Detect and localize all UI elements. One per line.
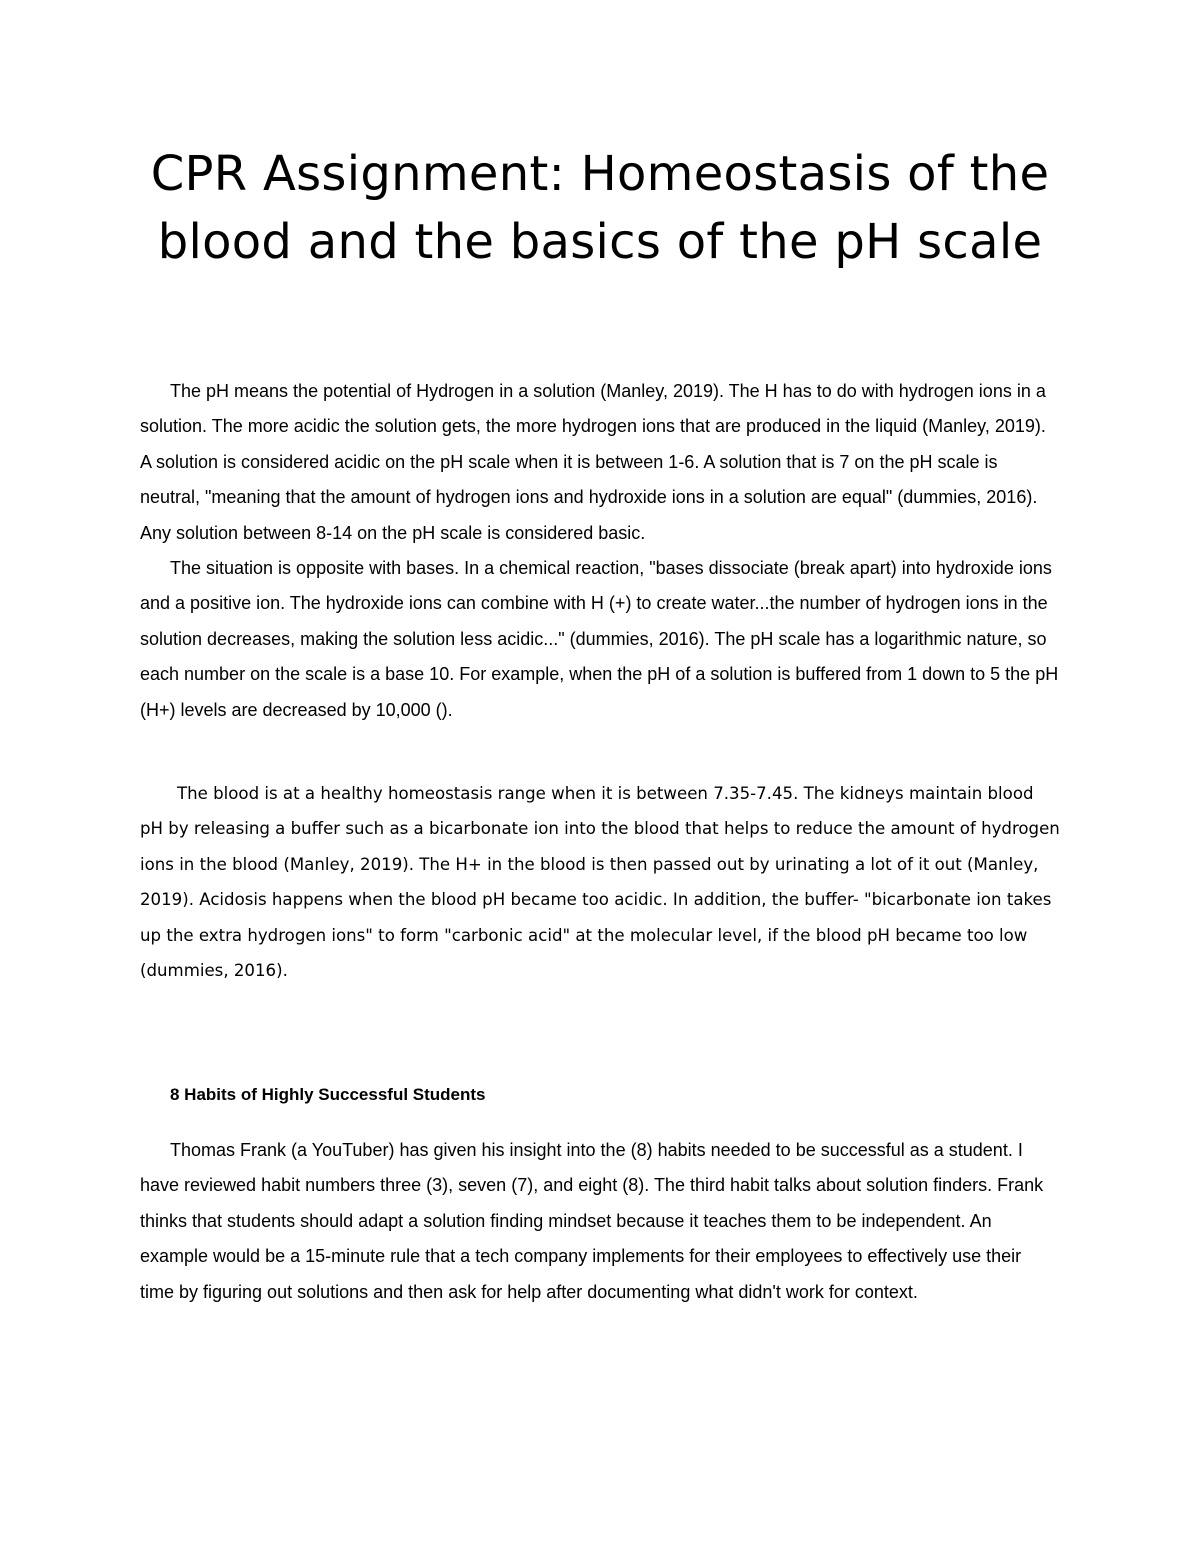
document-title: CPR Assignment: Homeostasis of the blood and the basics of the pH scale [150,146,1050,270]
paragraph-ph-meaning: The pH means the potential of Hydrogen in a solution (Manley, 2019). The H has to do with hydrogen ions in a solution. The more acidic the solution gets, the more hydrogen ions that are produced in the liquid (Manley, 2019). A solution is considered acidic on the pH scale when it is between 1-6. A solution that is 7 on the pH scale is neutral, "meaning that the amount of hydrogen ions and hydroxide ions in a solution are equal" (dummies, 2016). Any solution between 8-14 on the pH scale is considered basic. [140,381,1046,543]
paragraph-habits: Thomas Frank (a YouTuber) has given his insight into the (8) habits needed to be successful as a student. I have reviewed habit numbers three (3), seven (7), and eight (8). The third habit talks about solution finders. Frank thinks that students should adapt a solution finding mindset because it teaches them to be independent. An example would be a 15-minute rule that a tech company implements for their employees to effectively use their time by figuring out solutions and then ask for help after documenting what didn't work for context. [140,1140,1044,1302]
paragraph-blood-homeostasis: The blood is at a healthy homeostasis range when it is between 7.35-7.45. The kidneys maintain blood pH by releasing a buffer such as a bicarbonate ion into the blood that helps to reduce the amount of hydrogen ions in the blood (Manley, 2019). The H+ in the blood is then passed out by urinating a lot of it out (Manley, 2019). Acidosis happens when the blood pH became too acidic. In addition, the buffer- "bicarbonate ion takes up the extra hydrogen ions" to form "carbonic acid" at the molecular level, if the blood pH became too low (dummies, 2016). [140,784,1060,981]
section-heading: 8 Habits of Highly Successful Students [170,1085,486,1104]
paragraph-bases: The situation is opposite with bases. In a chemical reaction, "bases dissociate (break apart) into hydroxide ions and a positive ion. The hydroxide ions can combine with H (+) to create water...the number of hydrogen ions in the solution decreases, making the solution less acidic..." (dummies, 2016). The pH scale has a logarithmic nature, so each number on the scale is a base 10. For example, when the pH of a solution is buffered from 1 down to 5 the pH (H+) levels are decreased by 10,000 (). [140,558,1059,720]
